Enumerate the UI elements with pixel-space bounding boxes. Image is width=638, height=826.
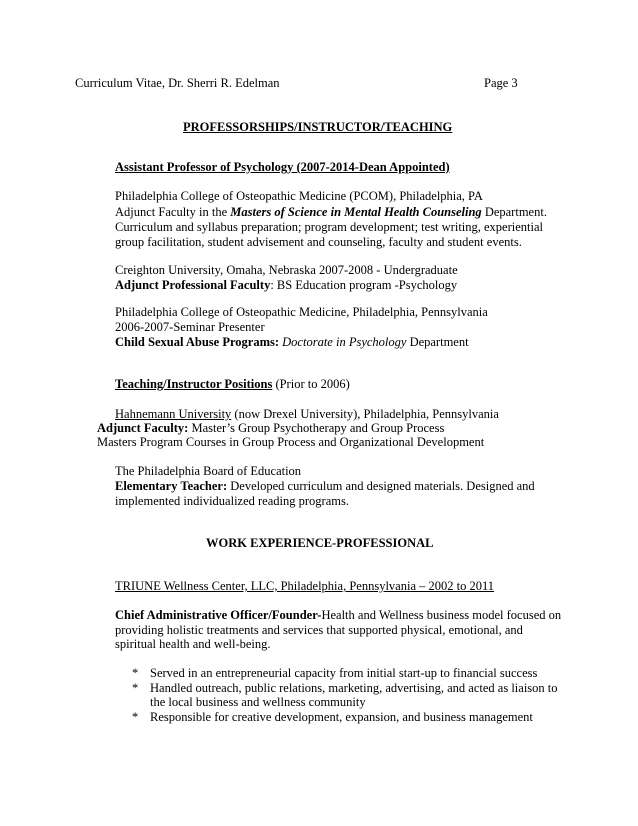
- department-text: Department.: [481, 205, 547, 219]
- pcom-line: Philadelphia College of Osteopathic Medicine, Philadelphia, Pennsylvania: [115, 305, 488, 319]
- adjunct-professional-detail: : BS Education program -Psychology: [270, 278, 458, 292]
- adjunct-faculty-line: [115, 205, 547, 220]
- section-heading-work-experience: WORK EXPERIENCE-PROFESSIONAL: [206, 536, 434, 550]
- bullet-marker: *: [132, 681, 139, 695]
- role-title: Chief Administrative Officer/Founder-: [115, 608, 322, 622]
- hahnemann-detail: (now Drexel University), Philadelphia, Pennsylvania: [231, 407, 499, 421]
- running-header-title: Curriculum Vitae, Dr. Sherri R. Edelman: [75, 76, 280, 90]
- role-desc-2: providing holistic treatments and services that supported physical, emotional, and: [115, 623, 523, 637]
- prior-heading: Teaching/Instructor Positions: [115, 377, 273, 391]
- board-line: The Philadelphia Board of Education: [115, 464, 302, 478]
- doctorate-text: Doctorate in Psychology: [279, 335, 407, 349]
- role-desc-3: spiritual health and well-being.: [115, 637, 271, 651]
- position-title-assistant-professor: Assistant Professor of Psychology (2007-2014-Dean Appointed): [115, 160, 450, 174]
- adjunct-faculty-detail: Master’s Group Psychotherapy and Group Process: [188, 421, 445, 435]
- adjunct-faculty-hahnemann-line: [97, 421, 444, 436]
- adjunct-faculty-label: Adjunct Faculty:: [97, 421, 189, 435]
- duties-line-1: Curriculum and syllabus preparation; program development; test writing, experiential: [115, 220, 544, 234]
- elementary-teacher-detail: Developed curriculum and designed materials. Designed and: [227, 479, 535, 493]
- hahnemann-line: [115, 407, 499, 422]
- child-abuse-label: Child Sexual Abuse Programs:: [115, 335, 280, 349]
- hahnemann-name: Hahnemann University: [115, 407, 232, 421]
- department-word: Department: [406, 335, 469, 349]
- elementary-teacher-line: [115, 479, 535, 494]
- program-name: Masters of Science in Mental Health Counseling: [230, 205, 482, 219]
- masters-courses-line: Masters Program Courses in Group Process and Organizational Development: [97, 435, 485, 449]
- role-line: [115, 608, 561, 623]
- employer-triune: TRIUNE Wellness Center, LLC, Philadelphia, Pennsylvania – 2002 to 2011: [115, 579, 494, 593]
- reading-programs-line: implemented individualized reading programs.: [115, 494, 349, 508]
- section-heading-professorships: PROFESSORSHIPS/INSTRUCTOR/TEACHING: [183, 120, 453, 134]
- page-number: Page 3: [484, 76, 518, 90]
- role-detail: Health and Wellness business model focused on: [321, 608, 562, 622]
- list-item-continued: the local business and wellness community: [150, 695, 366, 709]
- list-item: Served in an entrepreneurial capacity from initial start-up to financial success: [150, 666, 538, 680]
- list-item: Responsible for creative development, expansion, and business management: [150, 710, 533, 724]
- list-item: Handled outreach, public relations, marketing, advertising, and acted as liaison to: [150, 681, 558, 695]
- adjunct-professional-line: [115, 278, 457, 293]
- elementary-teacher-label: Elementary Teacher:: [115, 479, 228, 493]
- bullet-marker: *: [132, 710, 139, 724]
- adjunct-text: Adjunct Faculty in the: [115, 205, 231, 219]
- creighton-line: Creighton University, Omaha, Nebraska 2007-2008 - Undergraduate: [115, 263, 458, 277]
- adjunct-professional-label: Adjunct Professional Faculty: [115, 278, 271, 292]
- bullet-marker: *: [132, 666, 139, 680]
- duties-line-2: group facilitation, student advisement and counseling, faculty and student events.: [115, 235, 522, 249]
- prior-heading-note: (Prior to 2006): [272, 377, 350, 391]
- seminar-line: 2006-2007-Seminar Presenter: [115, 320, 265, 334]
- institution-pcom: Philadelphia College of Osteopathic Medicine (PCOM), Philadelphia, PA: [115, 189, 483, 203]
- prior-heading-line: [115, 377, 350, 392]
- child-abuse-line: [115, 335, 469, 350]
